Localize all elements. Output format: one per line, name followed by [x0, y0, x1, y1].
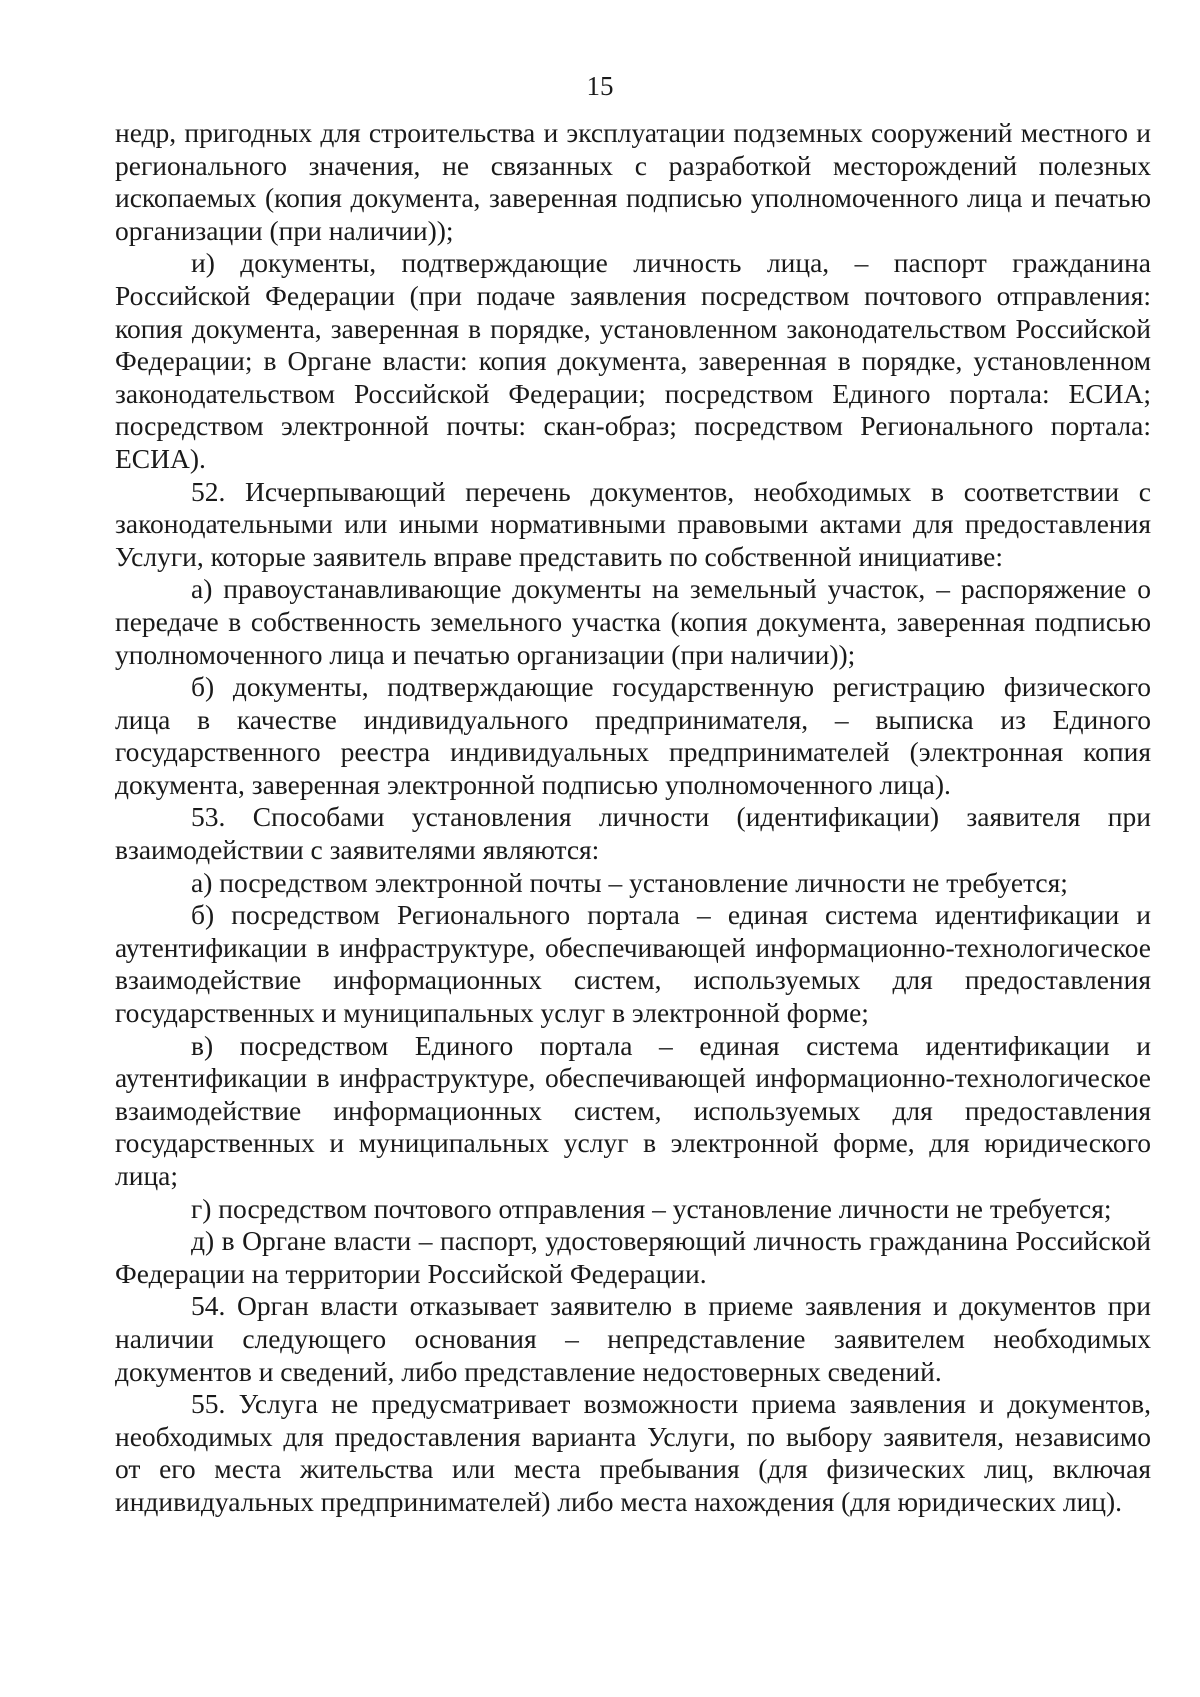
paragraph-item-i-identity-documents: и) документы, подтверждающие личность лица, – паспорт гражданина Российской Федерации (при подаче заявления посредством почтового отправления: копия документа, заверенная в порядке, установленном законодательством Российской Федерации; в Органе власти: копия документа, заверенная в порядке, установленном законодательством Российской Федерации; посредством Единого портала: ЕСИА; посредством электронной почты: скан-образ; посредством Регионального портала: ЕСИА).: [115, 247, 1151, 474]
paragraph-53-item-b: б) посредством Регионального портала – единая система идентификации и аутентификации в инфраструктуре, обеспечивающей информационно-технологическое взаимодействие информационных систем, используемых для предоставления государственных и муниципальных услуг в электронной форме;: [115, 899, 1151, 1029]
page-number: 15: [586, 71, 614, 101]
paragraph-54: 54. Орган власти отказывает заявителю в приеме заявления и документов при наличии следующего основания – непредставление заявителем необходимых документов и сведений, либо представление недостоверных сведений.: [115, 1290, 1151, 1387]
paragraph-52: 52. Исчерпывающий перечень документов, необходимых в соответствии с законодательными или иными нормативными правовыми актами для предоставления Услуги, которые заявитель вправе представить по собственной инициативе:: [115, 475, 1151, 572]
paragraph-53-item-g: г) посредством почтового отправления – установление личности не требуется;: [191, 1192, 1112, 1224]
paragraph-53-item-v: в) посредством Единого портала – единая система идентификации и аутентификации в инфраструктуре, обеспечивающей информационно-технологическое взаимодействие информационных систем, используемых для предоставления государственных и муниципальных услуг в электронной форме, для юридического лица;: [115, 1029, 1151, 1191]
paragraph-continuation: недр, пригодных для строительства и эксплуатации подземных сооружений местного и регионального значения, не связанных с разработкой месторождений полезных ископаемых (копия документа, заверенная подписью уполномоченного лица и печатью организации (при наличии));: [115, 117, 1151, 246]
paragraph-53-item-d: д) в Органе власти – паспорт, удостоверяющий личность гражданина Российской Федерации на территории Российской Федерации.: [115, 1225, 1151, 1289]
paragraph-53: 53. Способами установления личности (идентификации) заявителя при взаимодействии с заявителями являются:: [115, 801, 1151, 866]
paragraph-53-item-a: а) посредством электронной почты – установление личности не требуется;: [191, 866, 1068, 898]
document-body: [115, 117, 1151, 1519]
paragraph-52-item-b: б) документы, подтверждающие государственную регистрацию физического лица в качестве индивидуального предпринимателя, – выписка из Единого государственного реестра индивидуальных предпринимателей (электронная копия документа, заверенная электронной подписью уполномоченного лица).: [115, 671, 1151, 800]
paragraph-52-item-a: а) правоустанавливающие документы на земельный участок, – распоряжение о передаче в собственность земельного участка (копия документа, заверенная подписью уполномоченного лица и печатью организации (при наличии));: [115, 573, 1151, 670]
paragraph-55: 55. Услуга не предусматривает возможности приема заявления и документов, необходимых для предоставления варианта Услуги, по выбору заявителя, независимо от его места жительства или места пребывания (для физических лиц, включая индивидуальных предпринимателей) либо места нахождения (для юридических лиц).: [115, 1388, 1151, 1517]
